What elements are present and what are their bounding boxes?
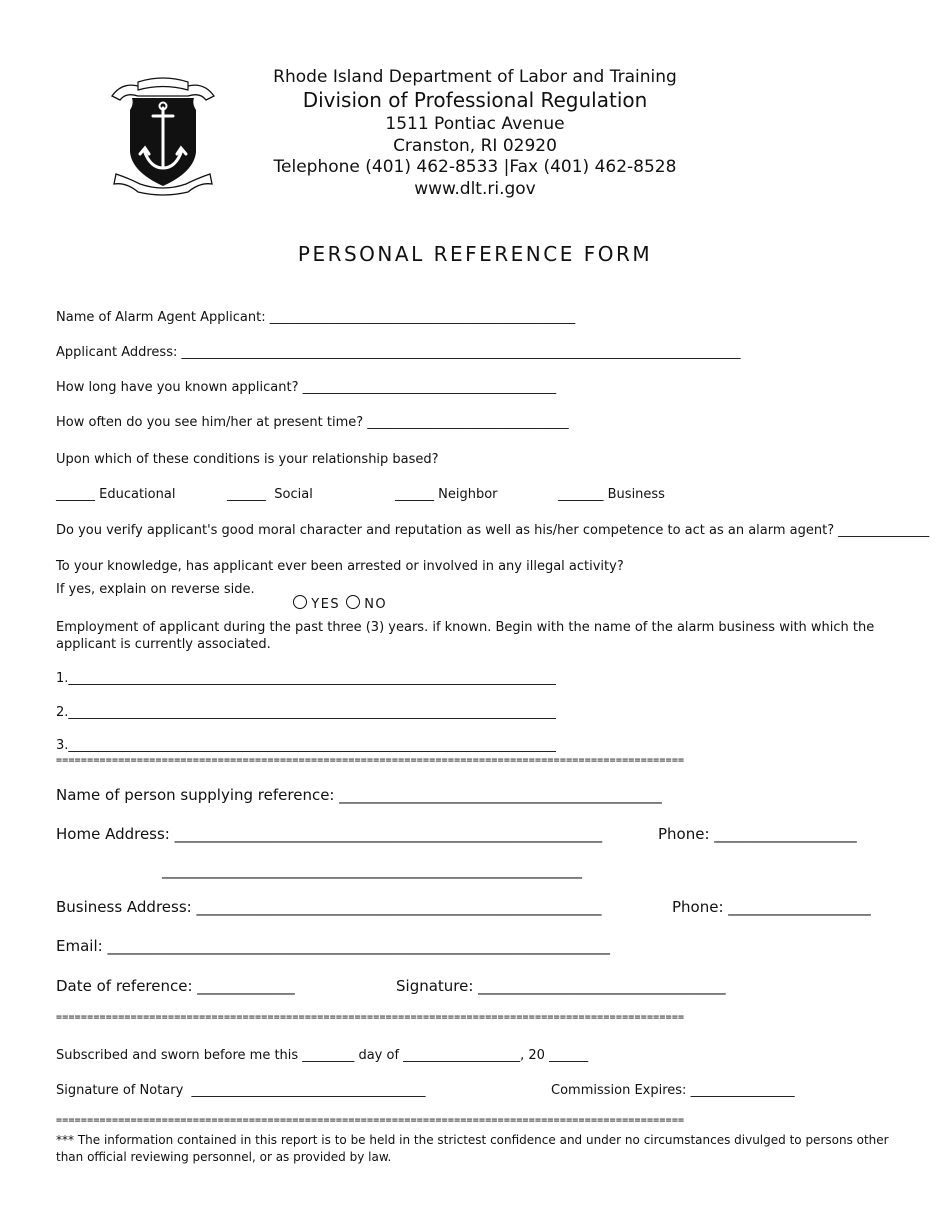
yes-radio[interactable] xyxy=(293,595,307,609)
phone-fax: Telephone (401) 462-8533 |Fax (401) 462-8528 xyxy=(273,157,677,177)
applicant-address-field[interactable]: Applicant Address: ______________________________________________________________________________________ xyxy=(56,345,741,360)
relationship-option-social[interactable]: ______ Social xyxy=(227,487,313,502)
how-often-field[interactable]: How often do you see him/her at present time? _______________________________ xyxy=(56,415,569,430)
relationship-option-neighbor[interactable]: ______ Neighbor xyxy=(395,487,498,502)
reference-name-field[interactable]: Name of person supplying reference: ___________________________________________ xyxy=(56,786,662,804)
no-radio[interactable] xyxy=(346,595,360,609)
applicant-name-field[interactable]: Name of Alarm Agent Applicant: _______________________________________________ xyxy=(56,310,576,325)
department-name: Rhode Island Department of Labor and Training xyxy=(273,67,677,87)
date-of-reference-field[interactable]: Date of reference: _____________ xyxy=(56,977,295,995)
separator-1: ===================================================================================================== xyxy=(56,755,685,766)
division-name: Division of Professional Regulation xyxy=(302,88,648,112)
city-address: Cranston, RI 02920 xyxy=(393,136,557,156)
arrest-question: To your knowledge, has applicant ever been arrested or involved in any illegal activity? xyxy=(56,559,624,574)
employment-line-3[interactable]: 3.___________________________________________________________________________ xyxy=(56,738,556,753)
website: www.dlt.ri.gov xyxy=(414,179,536,199)
employment-instructions: Employment of applicant during the past three (3) years. if known. Begin with the name of the alarm business with which the applicant is currently associated. xyxy=(56,620,875,652)
relationship-option-business[interactable]: _______ Business xyxy=(558,487,665,502)
business-phone-field[interactable]: Phone: ___________________ xyxy=(672,898,871,916)
explain-note: If yes, explain on reverse side. xyxy=(56,582,255,597)
form-title: PERSONAL REFERENCE FORM xyxy=(297,242,653,266)
how-long-field[interactable]: How long have you known applicant? _______________________________________ xyxy=(56,380,557,395)
notary-signature-field[interactable]: Signature of Notary ____________________________________ xyxy=(56,1083,426,1098)
street-address: 1511 Pontiac Avenue xyxy=(385,114,565,134)
relationship-question: Upon which of these conditions is your relationship based? xyxy=(56,452,439,467)
home-address-field[interactable]: Home Address: _________________________________________________________ xyxy=(56,825,603,843)
commission-expires-field[interactable]: Commission Expires: ________________ xyxy=(551,1083,795,1098)
separator-2: ===================================================================================================== xyxy=(56,1012,685,1023)
yes-no-options xyxy=(276,580,387,612)
verify-character-field[interactable]: Do you verify applicant's good moral character and reputation as well as his/her competence to act as an alarm agent? ______________ xyxy=(56,523,930,538)
email-field[interactable]: Email: ___________________________________________________________________ xyxy=(56,937,610,955)
relationship-option-educational[interactable]: ______ Educational xyxy=(56,487,176,502)
separator-3: ===================================================================================================== xyxy=(56,1115,685,1126)
employment-line-1[interactable]: 1.___________________________________________________________________________ xyxy=(56,671,556,686)
home-address-line2-field[interactable]: ________________________________________________________ xyxy=(162,861,582,879)
employment-line-2[interactable]: 2.___________________________________________________________________________ xyxy=(56,705,556,720)
signature-field[interactable]: Signature: _________________________________ xyxy=(396,977,726,995)
confidentiality-note: *** The information contained in this report is to be held in the strictest confidence and under no circumstances divulged to persons other than official reviewing personnel, or as provided by law. xyxy=(56,1133,889,1164)
no-label: NO xyxy=(364,597,388,612)
home-phone-field[interactable]: Phone: ___________________ xyxy=(658,825,857,843)
business-address-field[interactable]: Business Address: ______________________________________________________ xyxy=(56,898,602,916)
sworn-field[interactable]: Subscribed and sworn before me this ________ day of __________________, 20 ______ xyxy=(56,1048,589,1063)
yes-label: YES xyxy=(311,597,341,612)
